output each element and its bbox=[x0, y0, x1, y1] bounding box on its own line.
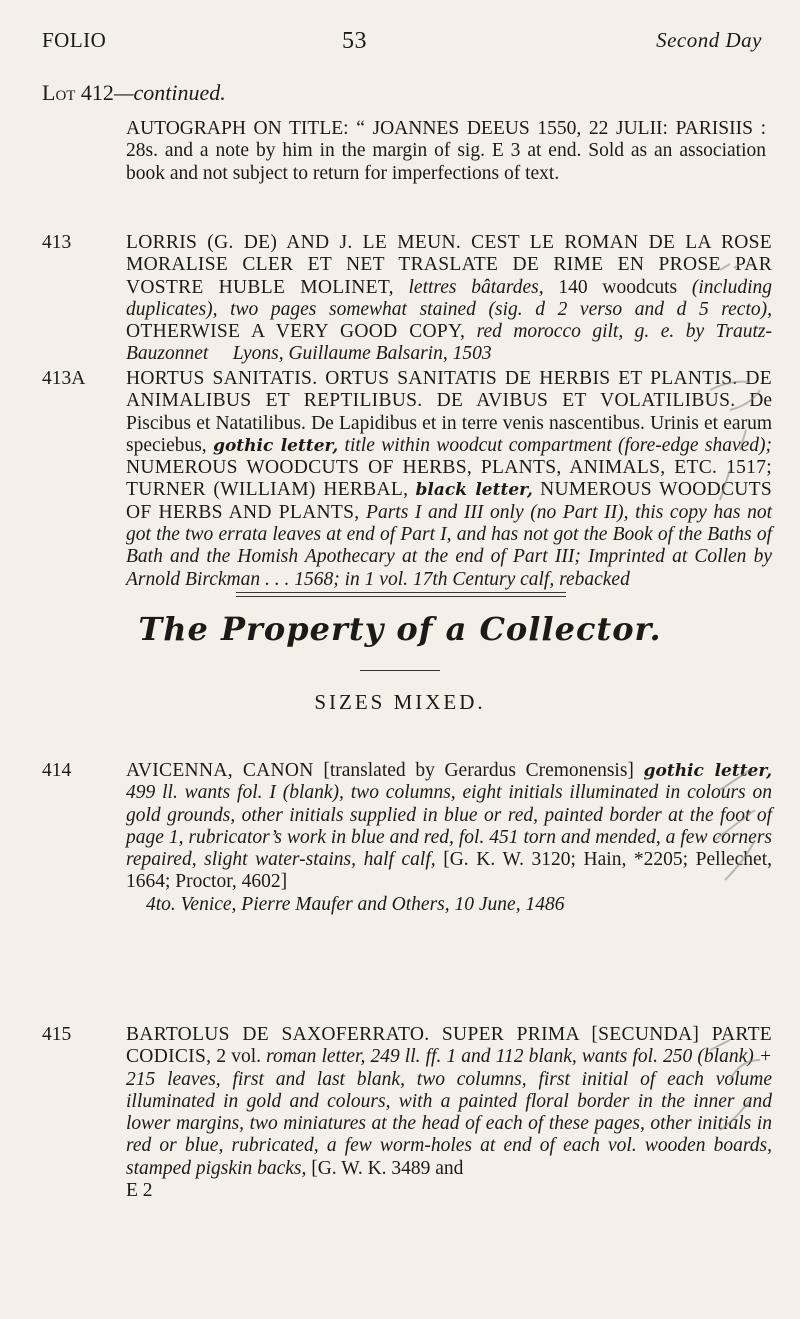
lot-414 bbox=[42, 760, 772, 916]
lot-number: 414 bbox=[42, 760, 72, 781]
page-number: 53 bbox=[342, 28, 367, 54]
pencil-marks-icon bbox=[700, 250, 790, 1250]
section-title: The Property of a Collector. bbox=[138, 610, 662, 648]
lot-413 bbox=[42, 232, 772, 366]
lot-412-text: AUTOGRAPH ON TITLE: “ JOANNES DEEUS 1550, 22 JULII: PARISIIS : 28s. and a note by him in the margin of sig. E 3 at end. Sold as an association book and not subject to return for imperfections of text. bbox=[126, 118, 766, 184]
lot-number: 415 bbox=[42, 1024, 72, 1045]
divider-rule-thin bbox=[236, 596, 566, 597]
lot-description: BARTOLUS DE SAXOFERRATO. SUPER PRIMA [SECUNDA] PARTE CODICIS, 2 vol. roman letter, 249 ll. ff. 1 and 112 blank, wants fol. 250 (blank) + 215 leaves, first and last blank, two columns, first initial of each volume illuminated in gold and colours, with a painted floral border in the inner and lower margins, two miniatures at the head of each of these pages, other initials in red or blue, rubricated, a few worm-holes at end of each vol. wooden boards, stamped pigskin backs, [G. W. K. 3489 and E 2 bbox=[126, 1024, 772, 1202]
section-subtitle: SIZES MIXED. bbox=[314, 690, 486, 714]
signature-mark: E 2 bbox=[126, 1180, 153, 1202]
lot-413a bbox=[42, 368, 772, 591]
lot-description: LORRIS (G. DE) AND J. LE MEUN. CEST LE ROMAN DE LA ROSE MORALISE CLER ET NET TRASLATE DE RIME EN PROSE PAR VOSTRE HUBLE MOLINET, lettres bâtardes, 140 woodcuts (including duplicates), two pages somewhat stained (sig. d 2 verso and d 5 recto), OTHERWISE A VERY GOOD COPY, red morocco gilt, g. e. by Trautz-Bauzonnet Lyons, Guillaume Balsarin, 1503 bbox=[126, 232, 773, 365]
running-head bbox=[42, 28, 762, 58]
short-rule bbox=[360, 670, 440, 671]
lot-412-heading: Lot 412—continued. bbox=[42, 80, 226, 105]
day-label: Second Day bbox=[656, 28, 762, 52]
lot-description: HORTUS SANITATIS. ORTUS SANITATIS DE HERBIS ET PLANTIS. DE ANIMALIBUS ET REPTILIBUS. DE AVIBUS ET VOLATILIBUS. De Piscibus et Natatilibus. De Lapidibus et in terre venis nascentibus. Urinis et earum speciebus, gothic letter, title within woodcut compartment (fore-edge shaved); NUMEROUS WOODCUTS OF HERBS, PLANTS, ANIMALS, ETC. 1517; TURNER (WILLIAM) HERBAL, black letter, NUMEROUS WOODCUTS OF HERBS AND PLANTS, Parts I and III only (no Part II), this copy has not got the two errata leaves at end of Part I, and has not got the Book of the Baths of Bath and the Homish Apothecary at the end of Part III; Imprinted at Collen by Arnold Birckman . . . 1568; in 1 vol. 17th Century calf, rebacked bbox=[126, 368, 773, 590]
folio-label: FOLIO bbox=[42, 28, 107, 52]
divider-rule bbox=[236, 592, 566, 593]
lot-number: 413 bbox=[42, 232, 72, 253]
lot-415 bbox=[42, 1024, 772, 1202]
lot-number: 413A bbox=[42, 368, 86, 389]
lot-description: AVICENNA, CANON [translated by Gerardus Cremonensis] gothic letter, 499 ll. wants fol. I (blank), two columns, eight initials illuminated in colours on gold grounds, other initials supplied in blue or red, painted border at the foot of page 1, rubricator’s work in blue and red, fol. 451 torn and mended, a few corners repaired, slight water-stains, half calf, [G. K. W. 3120; Hain, *2205; Pellechet, 1664; Proctor, 4602] 4to. Venice, Pierre Maufer and Others, 10 June, 1486 bbox=[126, 760, 773, 915]
